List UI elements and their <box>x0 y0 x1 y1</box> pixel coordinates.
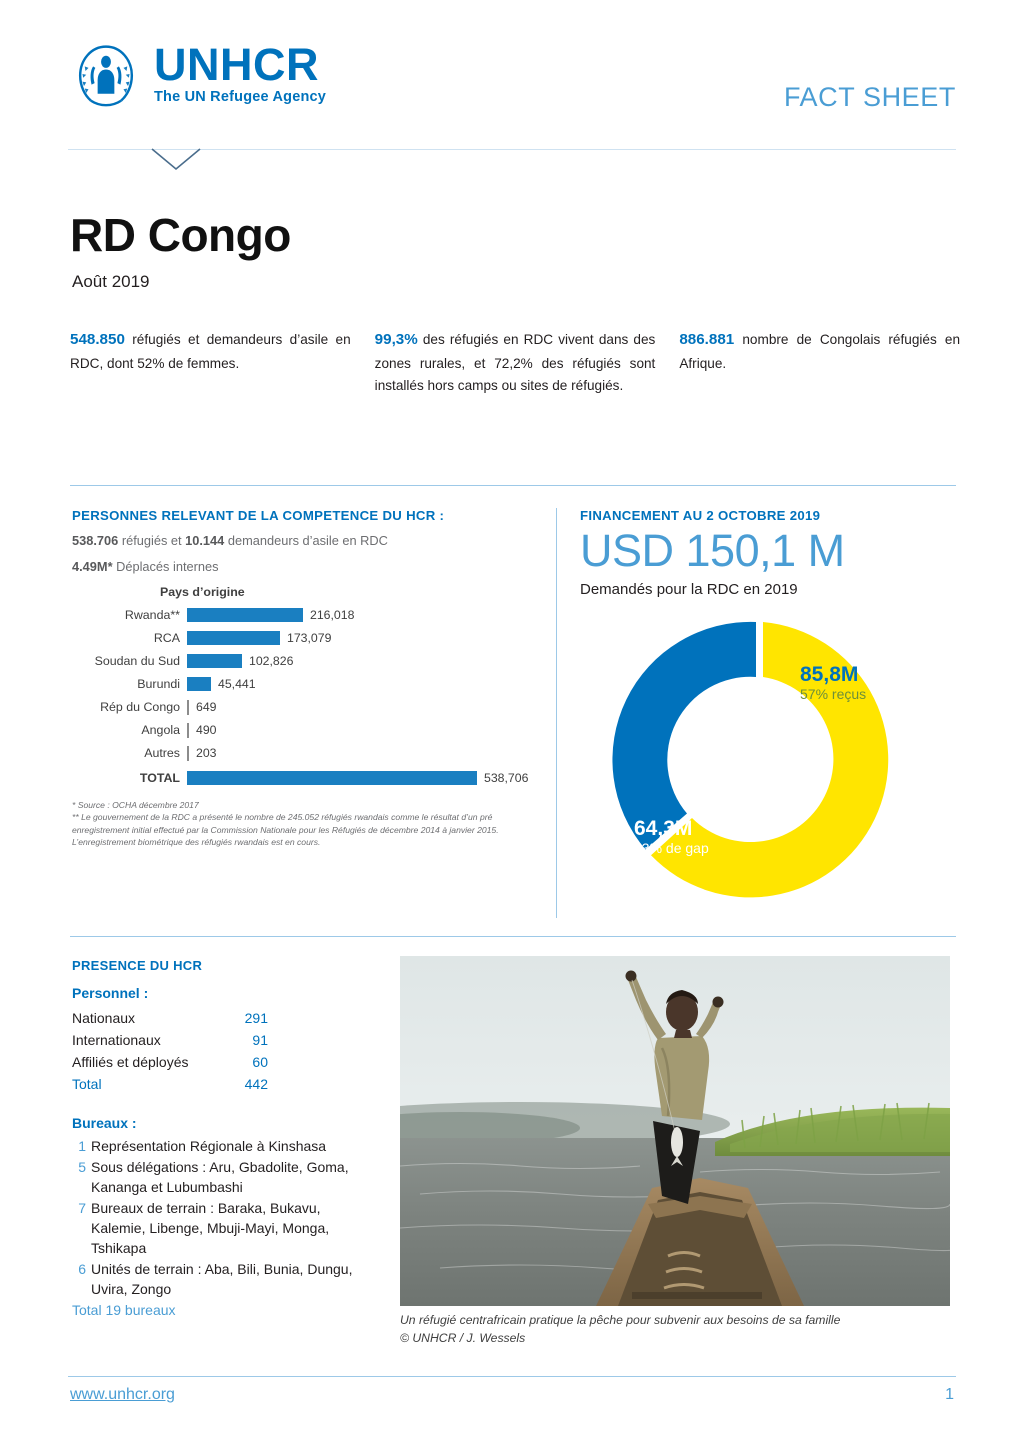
highlight-item <box>70 328 351 397</box>
bar-row-value: 173,079 <box>287 631 332 645</box>
chart-axis-title: Pays d’origine <box>160 585 245 599</box>
page-date: Août 2019 <box>72 272 150 291</box>
offices-total: Total 19 bureaux <box>72 1302 176 1319</box>
bar-row-label: Angola <box>141 723 180 737</box>
caption-credit: © UNHCR / J. Wessels <box>400 1330 526 1345</box>
document-type-label: FACT SHEET <box>783 82 956 112</box>
bar-row-value: 490 <box>196 723 217 737</box>
poc-asylum-count: 10.144 <box>185 533 225 548</box>
bar-row-value: 216,018 <box>310 608 355 622</box>
column-divider <box>556 508 557 918</box>
bar-row-track <box>187 719 542 741</box>
poc-idp-text: Déplacés internes <box>112 559 219 574</box>
office-row <box>72 1199 372 1259</box>
gap-percent: 43% de gap <box>634 839 709 856</box>
staff-value: 442 <box>244 1076 268 1093</box>
chart-footnotes <box>72 799 512 849</box>
funding-donut-chart <box>604 610 922 910</box>
unhcr-logo <box>68 36 326 112</box>
bar-chart-row <box>72 719 542 741</box>
logo-name: UNHCR <box>154 39 319 90</box>
office-count: 6 <box>78 1260 86 1277</box>
poc-refugees-line <box>72 533 542 548</box>
funding-panel <box>580 508 960 910</box>
funding-section-title: FINANCEMENT AU 2 OCTOBRE 2019 <box>580 508 821 523</box>
page-header <box>0 0 1024 150</box>
highlights-row <box>70 328 960 397</box>
poc-asylum-text: demandeurs d’asile en RDC <box>224 533 388 548</box>
highlight-number: 99,3% <box>374 331 418 348</box>
photo-fisherman <box>400 956 950 1306</box>
highlight-text: nombre de Congolais réfugiés en Afrique. <box>679 332 961 371</box>
poc-refugees-count: 538.706 <box>72 533 119 548</box>
bar-chart-bar <box>187 631 280 645</box>
bar-row-value: 203 <box>196 746 217 760</box>
office-row <box>72 1137 372 1157</box>
bar-chart-row <box>72 627 542 649</box>
office-count: 7 <box>78 1200 86 1217</box>
bar-row-label: RCA <box>153 631 180 645</box>
bar-chart-bar <box>187 746 189 761</box>
bar-row-track <box>187 627 542 649</box>
donut-svg <box>604 610 922 910</box>
received-percent: 57% reçus <box>800 685 867 702</box>
staff-label: Affiliés et déployés <box>72 1054 189 1071</box>
footnote-source: * Source : OCHA décembre 2017 <box>72 800 199 810</box>
unhcr-emblem-icon <box>68 36 144 112</box>
bar-chart-row <box>72 673 542 695</box>
bar-row-label: Soudan du Sud <box>94 654 180 668</box>
page-title: RD Congo <box>70 209 291 261</box>
logo-tagline: The UN Refugee Agency <box>154 89 327 105</box>
staff-label: Nationaux <box>72 1010 136 1026</box>
staff-row <box>72 1007 372 1029</box>
highlight-number: 548.850 <box>70 331 125 348</box>
bar-row-label: Autres <box>144 746 180 760</box>
office-text: Unités de terrain : Aba, Bili, Bunia, Dungu, Uvira, Zongo <box>91 1260 353 1297</box>
bar-row-label: Rwanda** <box>124 608 180 622</box>
bar-chart-bar <box>187 723 189 738</box>
bar-chart-row <box>72 742 542 764</box>
bar-row-value: 649 <box>196 700 217 714</box>
middle-divider <box>70 936 956 937</box>
poc-idp-line <box>72 559 542 574</box>
office-text: Représentation Régionale à Kinshasa <box>91 1138 327 1155</box>
bar-chart-row <box>72 767 542 789</box>
bar-row-track <box>187 650 542 672</box>
highlight-number: 886.881 <box>679 331 735 348</box>
office-text: Sous délégations : Aru, Gbadolite, Goma, Kananga et Lubumbashi <box>91 1159 349 1196</box>
office-row <box>72 1158 372 1198</box>
bar-chart-bar <box>187 771 477 785</box>
office-text: Bureaux de terrain : Baraka, Bukavu, Kalemie, Libenge, Mbuji-Mayi, Monga, Tshikapa <box>91 1200 330 1256</box>
poc-idp-count: 4.49M* <box>72 559 113 574</box>
highlight-text: des réfugiés en RDC vivent dans des zones rurales, et 72,2% des réfugiés sont installés hors camps ou sites de réfugiés. <box>374 332 656 393</box>
staff-label: Internationaux <box>72 1032 161 1049</box>
bar-chart-row <box>72 696 542 718</box>
funding-subtitle: Demandés pour la RDC en 2019 <box>580 580 798 598</box>
office-count: 1 <box>78 1138 86 1155</box>
highlights-divider <box>70 485 956 486</box>
staff-value: 60 <box>252 1054 268 1071</box>
footer-divider <box>68 1376 956 1377</box>
photo-caption <box>400 1312 950 1347</box>
photo-illustration <box>400 956 950 1306</box>
bar-row-label: TOTAL <box>139 771 180 785</box>
highlight-item <box>375 328 656 397</box>
bar-chart-bar <box>187 700 189 715</box>
highlight-item <box>679 328 960 397</box>
office-row <box>72 1260 372 1300</box>
footnote-rwanda: ** Le gouvernement de la RDC a présenté le nombre de 245.052 réfugiés rwandais comme le résultat d’un pré enregistrement initial effectué par la Commission Nationale pour les Réfugiés de décembre 2014 à janvier 2015. L’enregistrement biométrique des réfugiés rwandais est en cours. <box>72 812 499 848</box>
bar-row-label: Burundi <box>137 677 180 691</box>
staff-value: 91 <box>252 1032 268 1049</box>
received-value: 85,8M <box>800 662 859 686</box>
funding-amount: USD 150,1 M <box>580 525 845 576</box>
offices-heading: Bureaux : <box>72 1115 137 1132</box>
presence-section-title: PRESENCE DU HCR <box>72 958 203 973</box>
bar-row-value: 45,441 <box>218 677 256 691</box>
persons-of-concern-panel <box>72 508 542 849</box>
bar-row-track <box>187 742 542 764</box>
poc-section-title: PERSONNES RELEVANT DE LA COMPETENCE DU HCR : <box>72 508 445 523</box>
origin-country-bar-chart <box>72 585 542 789</box>
bar-chart-bar <box>187 654 242 668</box>
staff-row <box>72 1029 372 1051</box>
poc-refugees-text: réfugiés et <box>118 533 186 548</box>
bar-chart-bar <box>187 608 303 622</box>
page-number: 1 <box>945 1386 954 1403</box>
donut-slice-gap <box>612 621 756 849</box>
staff-value: 291 <box>244 1010 268 1026</box>
highlight-text: réfugiés et demandeurs d’asile en RDC, dont 52% de femmes. <box>70 332 351 371</box>
bar-row-label: Rép du Congo <box>100 700 180 714</box>
footer-website-link[interactable]: www.unhcr.org <box>70 1386 175 1403</box>
bar-chart-bar <box>187 677 211 691</box>
bar-chart-row <box>72 604 542 626</box>
offices-block <box>72 1115 372 1318</box>
chevron-down-icon <box>148 147 204 173</box>
office-count: 5 <box>78 1159 86 1176</box>
staff-row <box>72 1051 372 1073</box>
bar-row-value: 102,826 <box>249 654 294 668</box>
staff-row <box>72 1073 372 1095</box>
bar-row-track <box>187 673 542 695</box>
bar-row-track <box>187 604 542 626</box>
bar-row-track <box>187 696 542 718</box>
bar-chart-row <box>72 650 542 672</box>
presence-panel <box>72 958 372 1318</box>
caption-text: Un réfugié centrafricain pratique la pêche pour subvenir aux besoins de sa famille <box>400 1313 841 1327</box>
bar-row-value: 538,706 <box>484 771 529 785</box>
logo-wordmark <box>154 36 326 105</box>
staff-label: Total <box>72 1076 102 1093</box>
photo-block <box>400 956 950 1347</box>
staff-heading: Personnel : <box>72 985 149 1001</box>
gap-value: 64,3M <box>634 816 693 840</box>
bar-row-track <box>187 767 542 789</box>
